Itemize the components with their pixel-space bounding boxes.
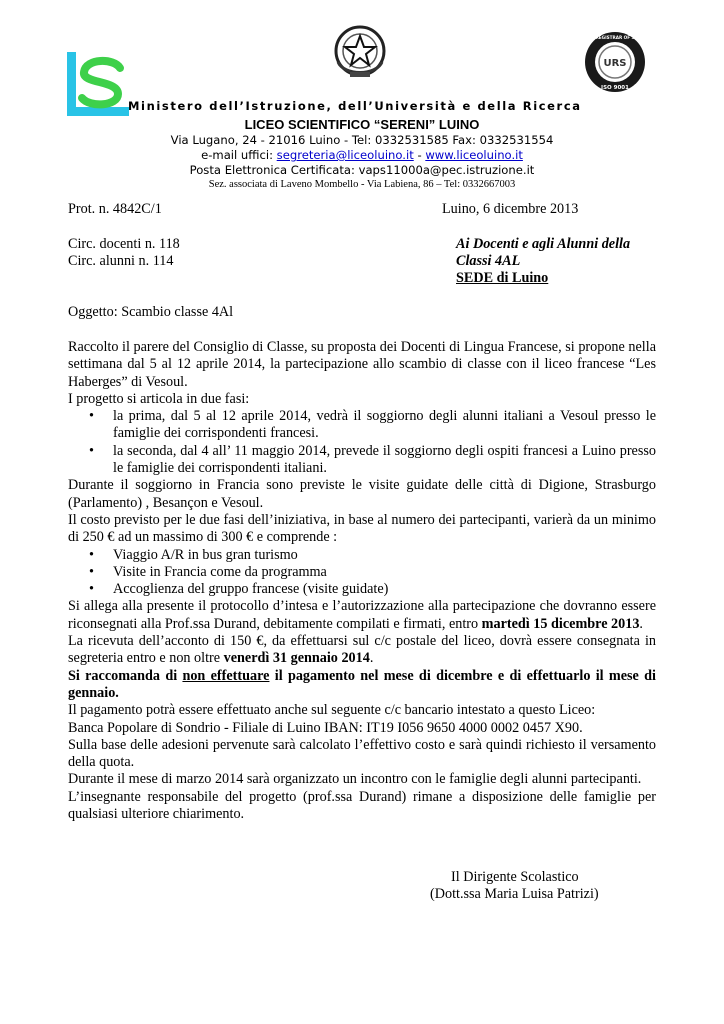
signature-title: Il Dirigente Scolastico	[451, 869, 579, 885]
paragraph-attachments	[68, 598, 656, 633]
email-separator: -	[417, 148, 422, 162]
paragraph-visits: Durante il soggiorno in Francia sono previste le visite guidate delle città di Digione, Strasburgo (Parlamento) , Besançon e Vesoul.	[68, 477, 656, 511]
attachments-end: .	[639, 615, 643, 632]
phases-list	[68, 408, 656, 477]
recommendation-start: Si raccomanda di	[68, 667, 183, 684]
branch-address: Sez. associata di Laveno Mombello - Via Labiena, 86 – Tel: 0332667003	[208, 179, 516, 190]
recommendation-end: il pagamento nel mese di dicembre e di effettuarlo il mese di gennaio.	[68, 667, 656, 701]
ministry-heading: Ministero dell’Istruzione, dell’Università e della Ricerca	[128, 99, 582, 113]
paragraph-cost: Il costo previsto per le due fasi dell’iniziativa, in base al numero dei partecipanti, varierà da un minimo di 250 € ad un massimo di 300 € e comprende :	[68, 511, 656, 546]
cert-seal-text-center: URS	[603, 58, 627, 69]
school-name: LICEO SCIENTIFICO “SERENI” LUINO	[244, 117, 480, 132]
attachments-text: Si allega alla presente il protocollo d’intesa e l’autorizzazione alla partecipazione che dovranno essere riconsegnati alla Prof.ssa Durand, debitamente compilati e firmati, entro	[68, 598, 656, 632]
list-item: • Accoglienza del gruppo francese (visite guidate)	[113, 581, 656, 598]
deadline-date: martedì 15 dicembre 2013	[481, 615, 640, 632]
subject-line: Oggetto: Scambio classe 4Al	[68, 304, 234, 320]
paragraph-phases-intro: I progetto si articola in due fasi:	[68, 390, 250, 407]
deposit-deadline: venerdì 31 gennaio 2014	[223, 650, 370, 667]
signature-name: (Dott.ssa Maria Luisa Patrizi)	[430, 886, 599, 902]
circular-students: Circ. alunni n. 114	[68, 253, 174, 269]
paragraph-contact: L’insegnante responsabile del progetto (prof.ssa Durand) rimane a disposizione delle famiglie per qualsiasi ulteriore chiarimento.	[68, 788, 656, 823]
list-item: • la seconda, dal 4 all’ 11 maggio 2014, prevede il soggiorno degli ospiti francesi a Luino presso le famiglie dei corrispondenti italiani.	[113, 443, 656, 478]
paragraph-payment: Il pagamento potrà essere effettuato anche sul seguente c/c bancario intestato a questo Liceo:	[68, 702, 596, 719]
recipient-line-3: SEDE di Luino	[456, 270, 549, 286]
paragraph-intro: Raccolto il parere del Consiglio di Classe, su proposta dei Docenti di Lingua Francese, si propone nella settimana dal 5 al 12 aprile 2014, la partecipazione allo scambio di classe con il liceo francese “Les Haberges” di Vesoul.	[68, 339, 656, 390]
protocol-number: Prot. n. 4842C/1	[68, 201, 162, 217]
iso-certification-seal-icon	[576, 30, 654, 94]
place-date: Luino, 6 dicembre 2013	[442, 201, 579, 217]
list-item: • Viaggio A/R in bus gran turismo	[113, 547, 656, 564]
email-label: e-mail uffici:	[201, 148, 273, 162]
school-logo-icon	[64, 50, 134, 122]
email-link[interactable]: segreteria@liceoluino.it	[276, 148, 414, 162]
paragraph-meeting: Durante il mese di marzo 2014 sarà organizzato un incontro con le famiglie degli alunni partecipanti.	[68, 771, 642, 788]
deposit-end: .	[369, 650, 374, 667]
paragraph-recommendation	[68, 668, 656, 703]
recommendation-emphasis: non effettuare	[182, 667, 270, 684]
circular-teachers: Circ. docenti n. 118	[68, 236, 180, 252]
list-item: • Visite in Francia come da programma	[113, 564, 656, 581]
paragraph-iban: Banca Popolare di Sondrio - Filiale di Luino IBAN: IT19 I056 9650 4000 0002 0457 X90.	[68, 719, 583, 736]
paragraph-final-cost: Sulla base delle adesioni pervenute sarà calcolato l’effettivo costo e sarà quindi richiesto il versamento della quota.	[68, 736, 656, 771]
italian-republic-emblem-icon	[330, 22, 390, 80]
cert-seal-text-top: UNITED REGISTRAR OF SYSTEMS	[576, 35, 654, 40]
cost-includes-list	[68, 547, 656, 599]
contact-email-line	[0, 148, 724, 162]
pec-line: Posta Elettronica Certificata: vaps11000a@pec.istruzione.it	[189, 163, 535, 177]
cert-seal-text-bottom: ISO 9001	[601, 85, 629, 91]
paragraph-deposit	[68, 633, 656, 668]
website-link[interactable]: www.liceoluino.it	[425, 148, 523, 162]
list-item: • la prima, dal 5 al 12 aprile 2014, vedrà il soggiorno degli alunni italiani a Vesoul presso le famiglie dei corrispondenti francesi.	[113, 408, 656, 443]
recipient-line-2: Classi 4AL	[456, 253, 521, 269]
deposit-text: La ricevuta dell’acconto di 150 €, da effettuarsi sul c/c postale del liceo, dovrà essere consegnata in segreteria entro e non oltre	[68, 633, 656, 667]
letter-body	[68, 339, 656, 823]
recipient-line-1: Ai Docenti e agli Alunni della	[456, 236, 631, 252]
school-address: Via Lugano, 24 - 21016 Luino - Tel: 0332531585 Fax: 0332531554	[170, 133, 554, 147]
